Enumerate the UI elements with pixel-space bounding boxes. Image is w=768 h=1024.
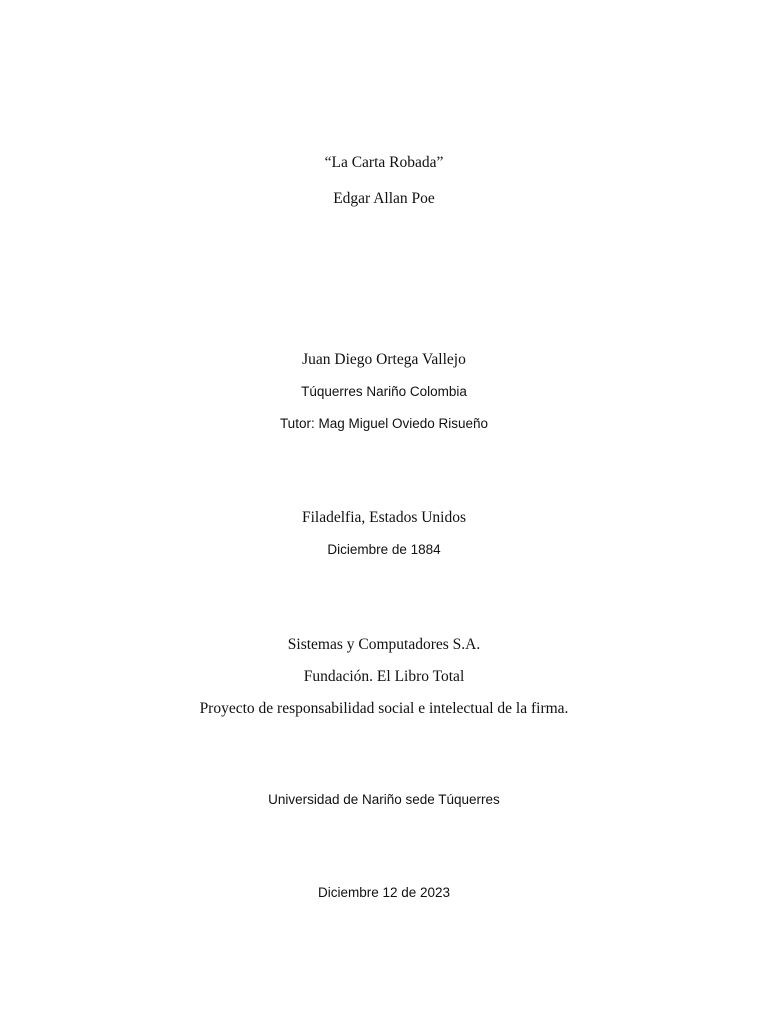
work-title: “La Carta Robada” <box>324 154 444 171</box>
work-author: Edgar Allan Poe <box>333 190 435 207</box>
student-location: Túquerres Nariño Colombia <box>301 384 467 399</box>
publication-date: Diciembre de 1884 <box>327 542 441 557</box>
institution-name: Universidad de Nariño sede Túquerres <box>268 792 500 807</box>
tutor-name: Tutor: Mag Miguel Oviedo Risueño <box>279 416 489 431</box>
sponsor-company: Sistemas y Computadores S.A. <box>287 636 481 653</box>
student-name: Juan Diego Ortega Vallejo <box>302 351 466 368</box>
sponsor-project: Proyecto de responsabilidad social e intelectual de la firma. <box>199 700 569 717</box>
sponsor-foundation: Fundación. El Libro Total <box>303 668 465 685</box>
submission-date: Diciembre 12 de 2023 <box>317 885 451 900</box>
publication-place: Filadelfia, Estados Unidos <box>301 509 467 526</box>
